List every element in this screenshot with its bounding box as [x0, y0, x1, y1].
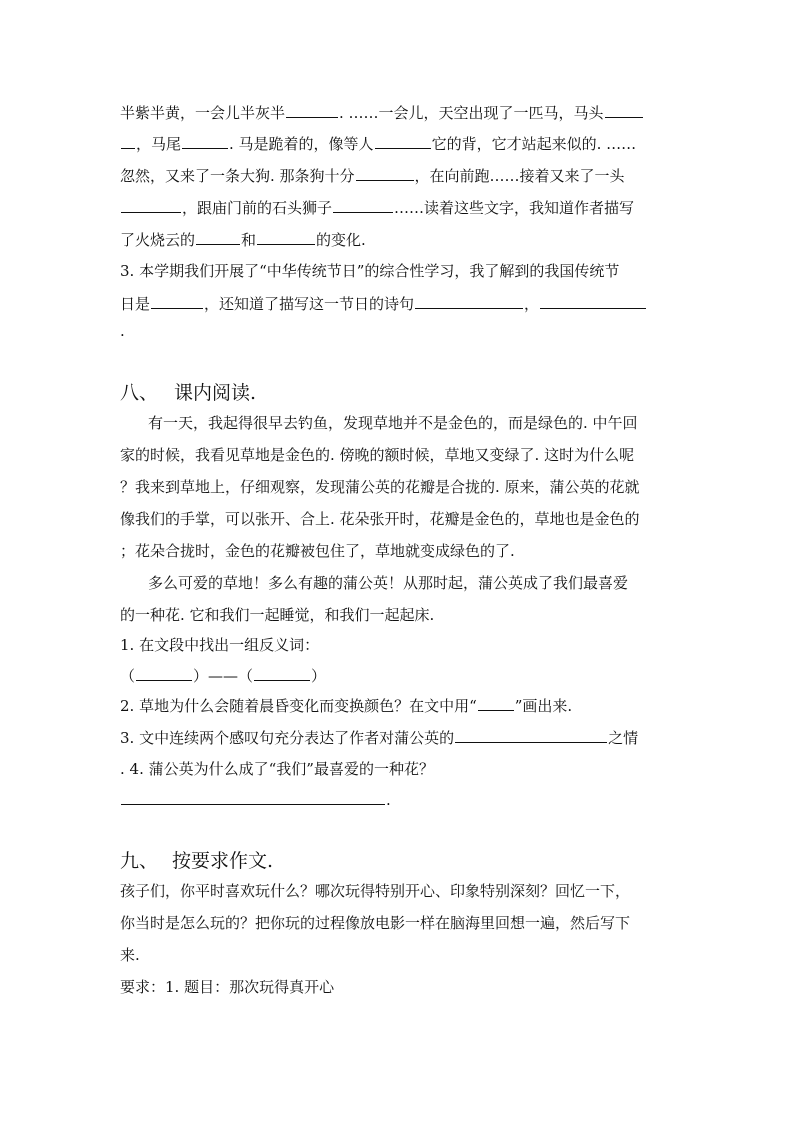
text-segment: ，马尾 — [136, 135, 182, 153]
passage-line-4 — [120, 196, 634, 218]
paren: ） — [311, 667, 327, 685]
answer-blank[interactable] — [136, 664, 192, 681]
section-title: 课内阅读. — [174, 382, 257, 404]
paren: （ — [238, 667, 254, 685]
answer-blank[interactable] — [196, 228, 240, 245]
reading-line: 的一种花. 它和我们一起睡觉，和我们一起起床. — [120, 606, 435, 624]
answer-blank[interactable] — [478, 694, 514, 711]
text-segment: 半紫半黄，一会儿半灰半 — [120, 104, 286, 122]
answer-blank[interactable] — [375, 132, 431, 149]
text-segment: ， — [524, 295, 540, 313]
reading-question-1: 1. 在文段中找出一组反义词： — [120, 636, 320, 654]
section-8-heading — [120, 378, 256, 405]
text-segment: ，在向前跑……接着又来了一头 — [414, 167, 625, 185]
text-segment: 和 — [241, 231, 257, 249]
question-3-line-3: . — [120, 322, 125, 340]
composition-line: 你当时是怎么玩的？把你玩的过程像放电影一样在脑海里回想一遍，然后写下 — [120, 914, 631, 932]
answer-blank[interactable] — [415, 292, 523, 309]
reading-line: ？我来到草地上，仔细观察，发现蒲公英的花瓣是合拢的. 原来，蒲公英的花就 — [120, 478, 640, 496]
text-segment: ”画出来. — [514, 697, 573, 715]
question-3-line-2 — [120, 292, 647, 314]
reading-line: 有一天，我起得很早去钓鱼，发现草地并不是金色的，而是绿色的. 中午回 — [148, 414, 638, 432]
answer-blank[interactable] — [151, 292, 203, 309]
reading-line: 像我们的手掌，可以张开、合上. 花朵张开时，花瓣是金色的，草地也是金色的 — [120, 510, 640, 528]
reading-question-1-answer — [120, 664, 326, 686]
composition-line: 孩子们，你平时喜欢玩什么？哪次玩得特别开心、印象特别深刻？回忆一下， — [120, 882, 631, 900]
section-number: 八、 — [120, 382, 159, 404]
answer-blank[interactable] — [540, 292, 646, 309]
answer-blank[interactable] — [286, 101, 338, 118]
text-segment: 2. 草地为什么会随着晨昏变化而变换颜色？在文中用“ — [120, 697, 477, 715]
reading-question-2 — [120, 694, 572, 716]
reading-line: 多么可爱的草地！多么有趣的蒲公英！从那时起，蒲公英成了我们最喜爱 — [148, 574, 629, 592]
text-segment: 忽然，又来了一条大狗. 那条狗十分 — [120, 167, 355, 185]
text-segment: . — [386, 791, 391, 809]
answer-blank[interactable] — [254, 664, 310, 681]
composition-requirement: 要求：1. 题目：那次玩得真开心 — [120, 978, 335, 996]
reading-line: ；花朵合拢时，金色的花瓣被包住了，草地就变成绿色的了. — [120, 542, 515, 560]
text-segment: 之情 — [608, 729, 639, 747]
text-segment: 的变化. — [316, 231, 366, 249]
text-segment: 它的背，它才站起来似的. …… — [431, 135, 637, 153]
passage-line-1 — [120, 101, 644, 123]
reading-line: 家的时候，我看见草地是金色的. 傍晚的额时候，草地又变绿了. 这时为什么呢 — [120, 446, 635, 464]
answer-blank[interactable] — [121, 196, 181, 213]
answer-blank[interactable] — [182, 132, 228, 149]
paren: ） — [193, 667, 209, 685]
answer-blank[interactable] — [121, 788, 385, 805]
answer-blank[interactable] — [455, 726, 607, 743]
answer-blank[interactable] — [257, 228, 315, 245]
text-segment: 日是 — [120, 295, 151, 313]
composition-line: 来. — [120, 946, 140, 964]
passage-line-3 — [120, 164, 625, 186]
paren: （ — [120, 667, 136, 685]
passage-line-5 — [120, 228, 366, 250]
reading-question-4-answer — [120, 788, 391, 809]
question-3-line-1: 3. 本学期我们开展了“中华传统节日”的综合性学习，我了解到的我国传统节 — [120, 262, 620, 280]
section-number: 九、 — [120, 850, 159, 872]
answer-blank[interactable] — [333, 196, 393, 213]
passage-line-2 — [120, 132, 636, 154]
answer-blank[interactable] — [121, 132, 135, 149]
answer-blank[interactable] — [605, 101, 643, 118]
reading-question-4: . 4. 蒲公英为什么成了“我们”最喜爱的一种花？ — [120, 760, 434, 778]
text-segment: ，跟庙门前的石头狮子 — [182, 199, 333, 217]
text-segment: ……读着这些文字，我知道作者描写 — [394, 199, 635, 217]
section-title: 按要求作文. — [172, 850, 274, 872]
section-9-heading — [120, 846, 273, 873]
text-segment: 了火烧云的 — [120, 231, 196, 249]
text-segment: 3. 文中连续两个感叹句充分表达了作者对蒲公英的 — [120, 729, 455, 747]
answer-blank[interactable] — [356, 164, 414, 181]
text-segment: . ……一会儿，天空出现了一匹马，马头 — [339, 104, 604, 122]
text-segment: ，还知道了描写这一节日的诗句 — [204, 295, 415, 313]
dash: —— — [208, 667, 239, 685]
reading-question-3 — [120, 726, 638, 748]
text-segment: . 马是跪着的，像等人 — [229, 135, 374, 153]
